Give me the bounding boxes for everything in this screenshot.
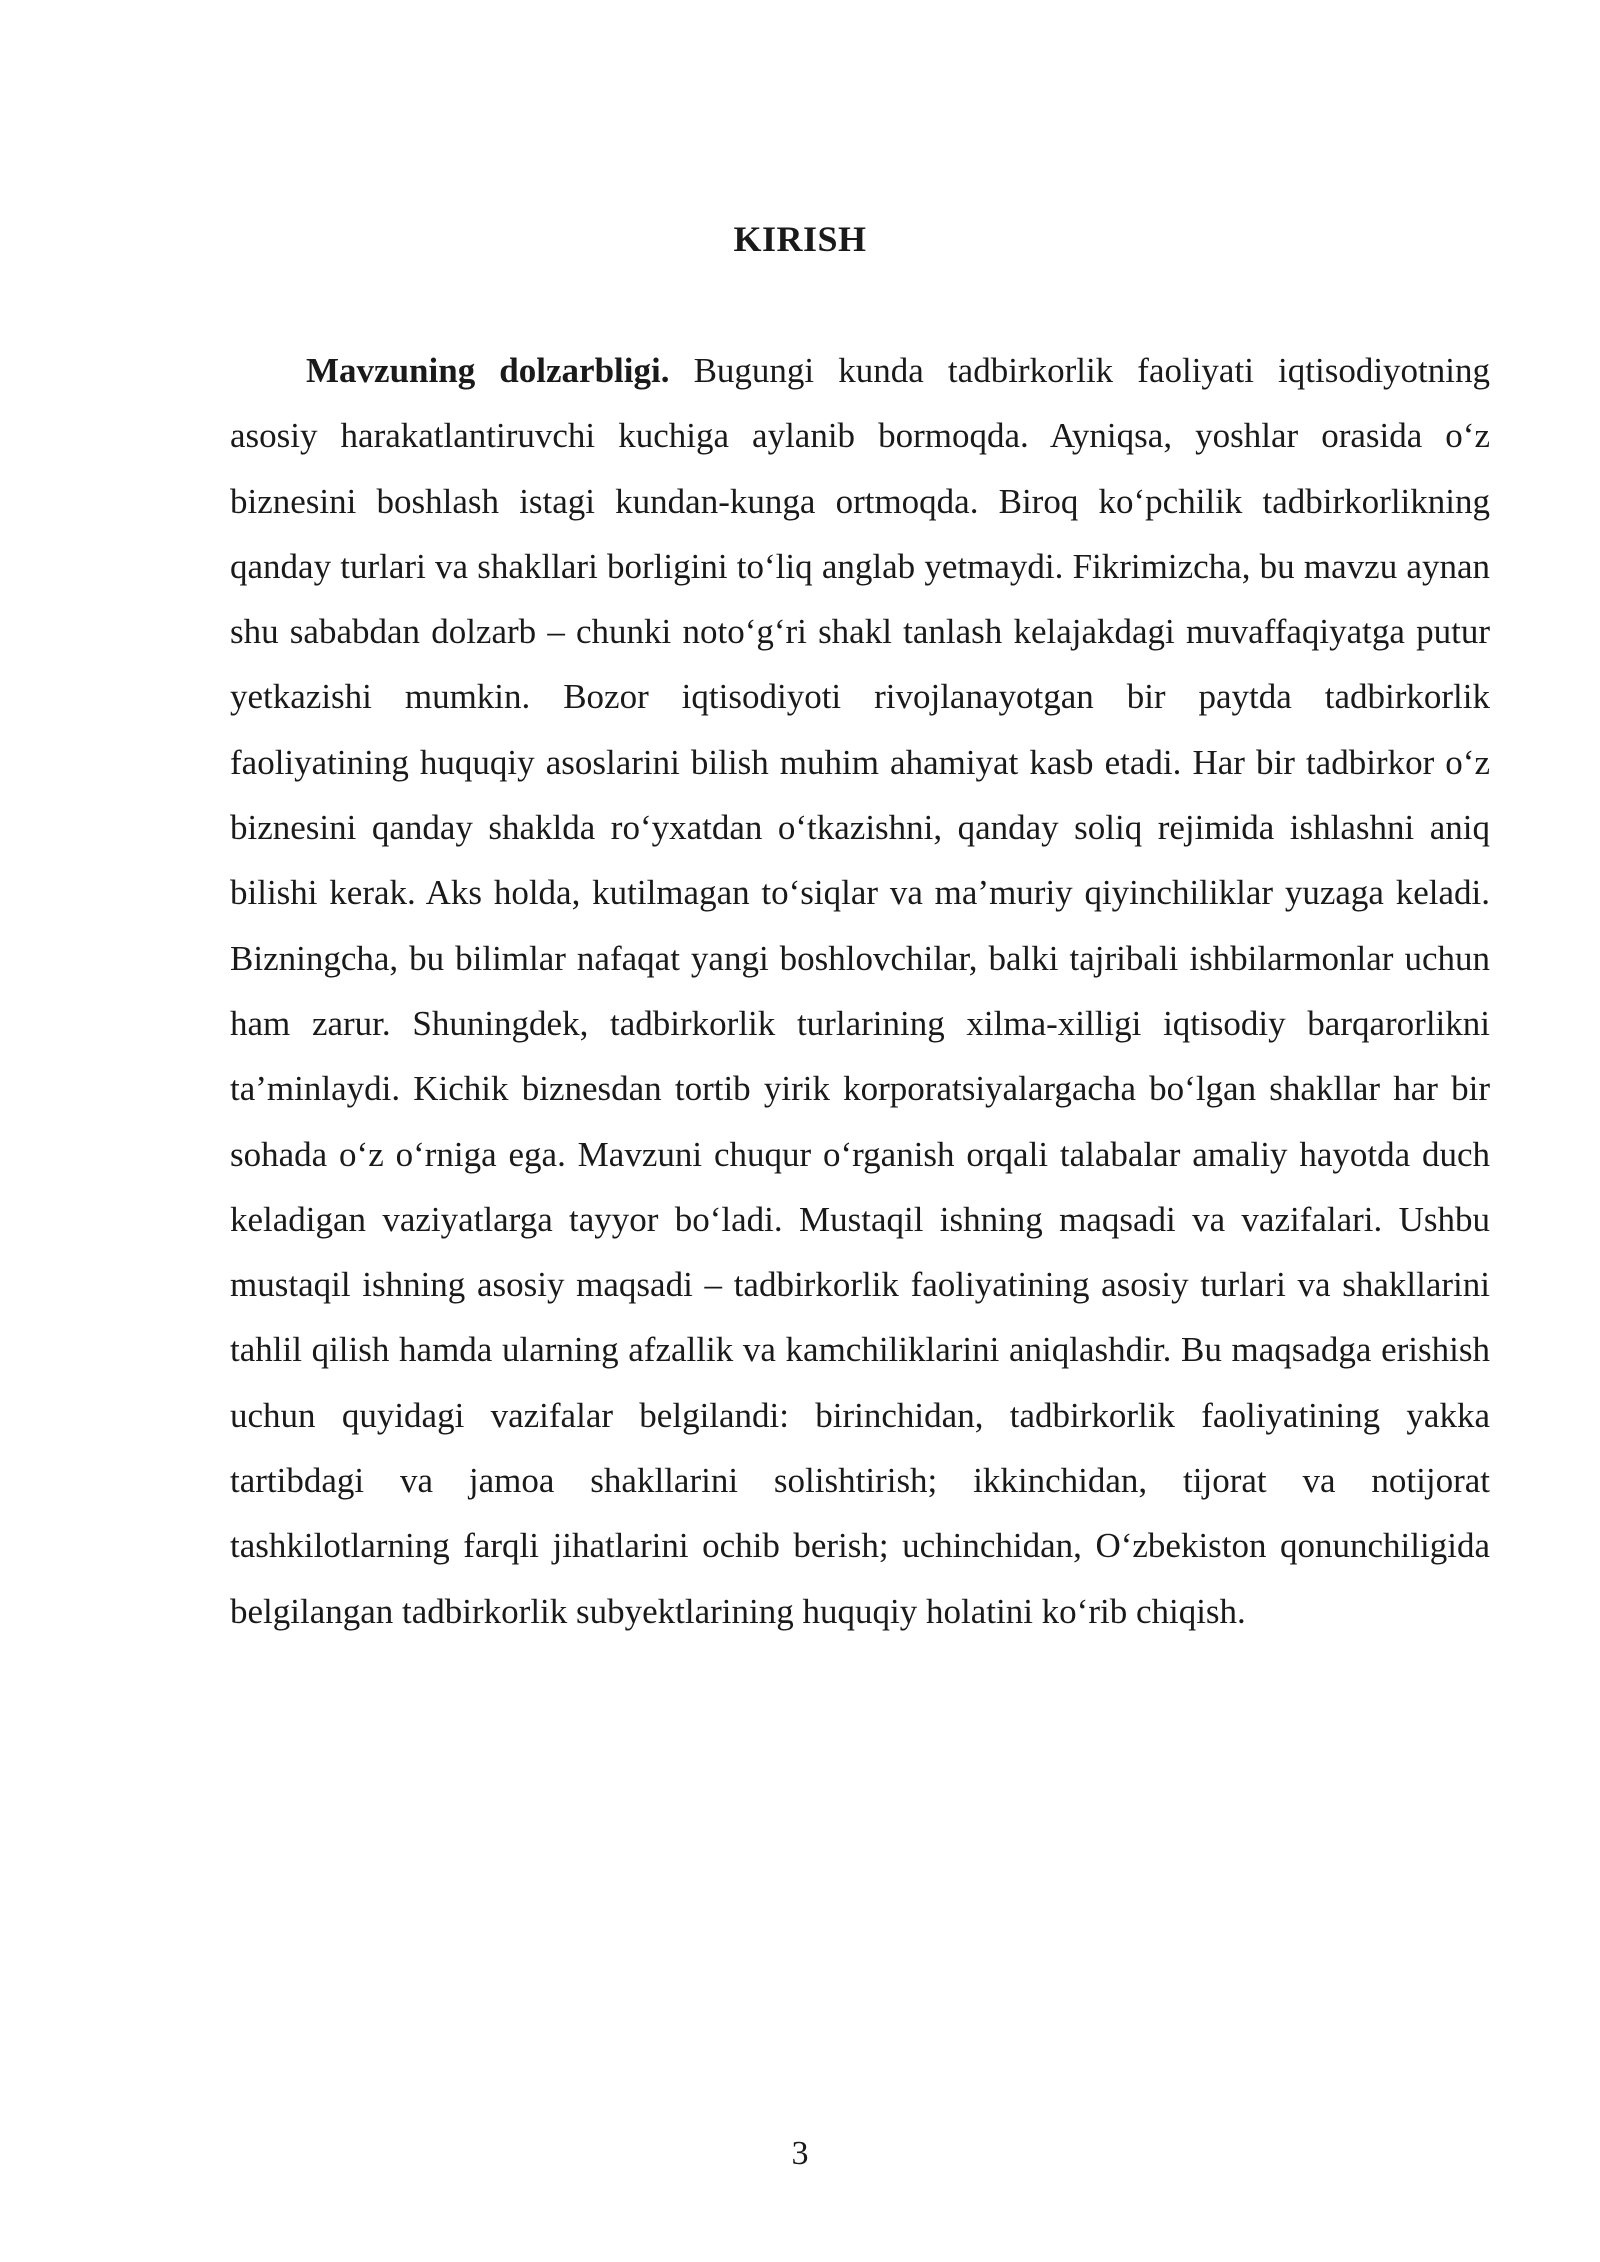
paragraph-text: Bugungi kunda tadbirkorlik faoliyati iqtisodiyotning asosiy harakatlantiruvchi kuchiga aylanib bormoqda. Ayniqsa, yoshlar orasida o‘z biznesini boshlash istagi kundan-kunga ortmoqda. Biroq ko‘pchilik tadbirkorlikning qanday turlari va shakllari borligini to‘liq anglab yetmaydi. Fikrimizcha, bu mavzu aynan shu sababdan dolzarb – chunki noto‘g‘ri shakl tanlash kelajakdagi muvaffaqiyatga putur yetkazishi mumkin. Bozor iqtisodiyoti rivojlanayotgan bir paytda tadbirkorlik faoliyatining huquqiy asoslarini bilish muhim ahamiyat kasb etadi. Har bir tadbirkor o‘z biznesini qanday shaklda ro‘yxatdan o‘tkazishni, qanday soliq rejimida ishlashni aniq bilishi kerak. Aks holda, kutilmagan to‘siqlar va ma’muriy qiyinchiliklar yuzaga keladi. Bizningcha, bu bilimlar nafaqat yangi boshlovchilar, balki tajribali ishbilarmonlar uchun ham zarur. Shuningdek, tadbirkorlik turlarining xilma-xilligi iqtisodiy barqarorlikni ta’minlaydi. Kichik biznesdan tortib yirik korporatsiyalargacha bo‘lgan shakllar har bir sohada o‘z o‘rniga ega. Mavzuni chuqur o‘rganish orqali talabalar amaliy hayotda duch keladigan vaziyatlarga tayyor bo‘ladi. Mustaqil ishning maqsadi va vazifalari. Ushbu mustaqil ishning asosiy maqsadi – tadbirkorlik faoliyatining asosiy turlari va shakllarini tahlil qilish hamda ularning afzallik va kamchiliklarini aniqlashdir. Bu maqsadga erishish uchun quyidagi vazifalar belgilandi: birinchidan, tadbirkorlik faoliyatining yakka tartibdagi va jamoa shakllarini solishtirish; ikkinchidan, tijorat va notijorat tashkilotlarning farqli jihatlarini ochib berish; uchinchidan, O‘zbekiston qonunchiligida belgilangan tadbirkorlik subyektlarining huquqiy holatini ko‘rib chiqish.	[230, 351, 1490, 1631]
paragraph-lead: Mavzuning dolzarbligi.	[306, 351, 670, 390]
body-paragraph	[230, 338, 1490, 1644]
page-title: KIRISH	[733, 219, 867, 259]
page-number: 3	[791, 2135, 809, 2172]
